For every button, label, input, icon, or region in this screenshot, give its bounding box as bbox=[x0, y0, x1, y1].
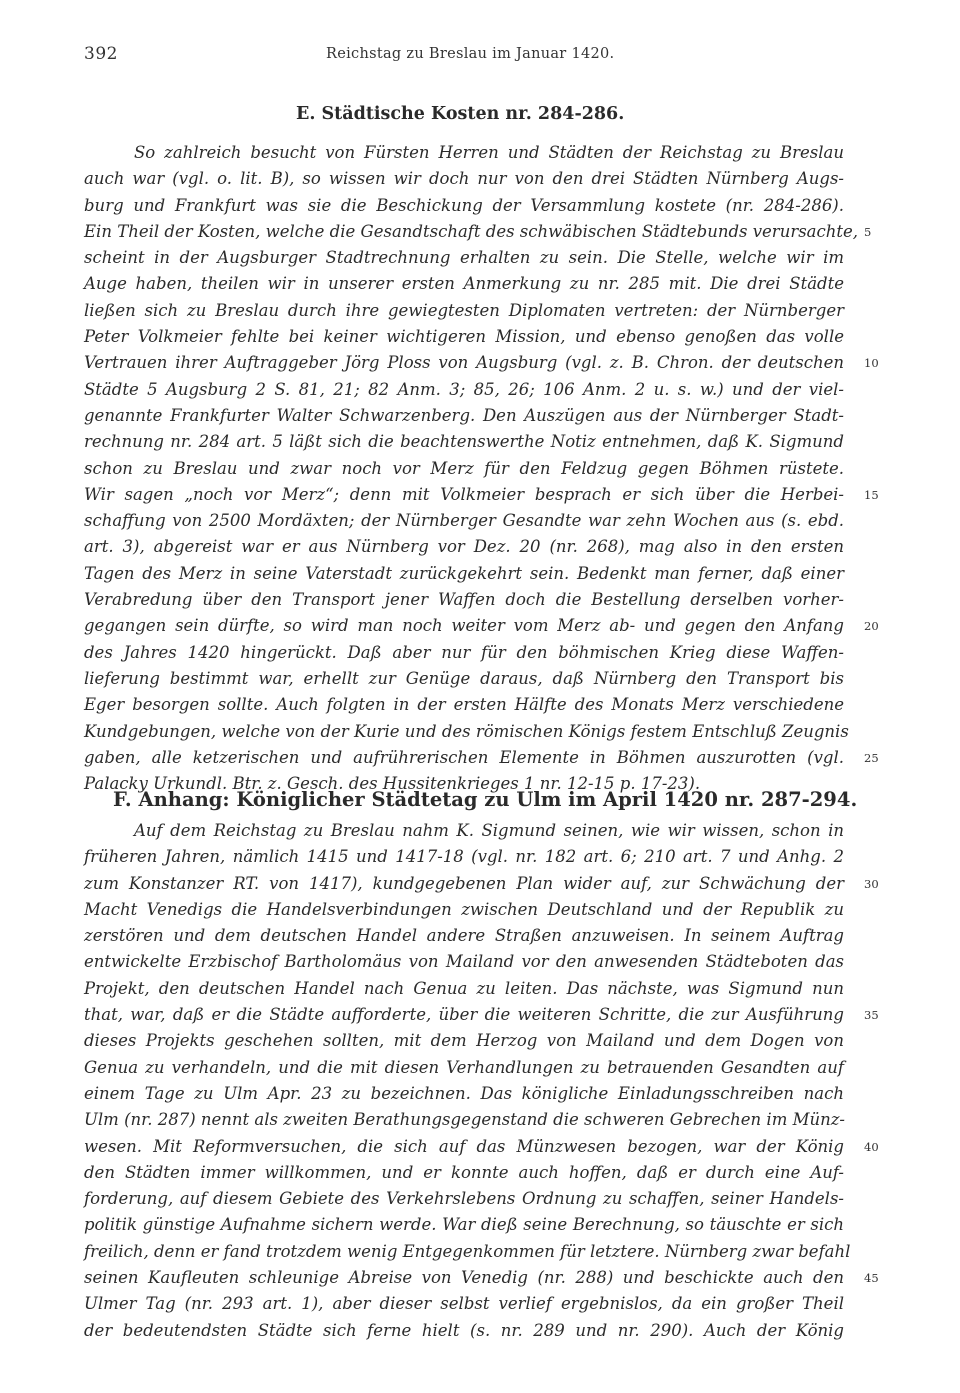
line-text: den Städten immer willkommen, und er konnte auch hoffen, daß er durch eine Auf- bbox=[84, 1162, 844, 1182]
line-text: schon zu Breslau und zwar noch vor Merz für den Feldzug gegen Böhmen rüstete. bbox=[84, 458, 844, 478]
line-text: Ulmer Tag (nr. 293 art. 1), aber dieser selbst verlief ergebnislos, da ein großer Theil bbox=[84, 1294, 844, 1314]
text-line bbox=[84, 482, 879, 508]
text-line bbox=[84, 298, 844, 324]
line-text: that, war, daß er die Städte aufforderte, über die weiteren Schritte, die zur Ausführung bbox=[84, 1005, 844, 1025]
text-line bbox=[84, 818, 844, 844]
text-line bbox=[84, 245, 844, 271]
line-number: 5 bbox=[864, 224, 872, 239]
line-text: Wir sagen „noch vor Merz“; denn mit Volkmeier besprach er sich über die Herbei- bbox=[84, 484, 844, 504]
text-line bbox=[84, 377, 844, 403]
text-line bbox=[84, 949, 844, 975]
line-text: Ulm (nr. 287) nennt als zweiten Berathungsgegenstand die schweren Gebrechen im Münz- bbox=[84, 1110, 845, 1130]
line-text: Macht Venedigs die Handelsverbindungen zwischen Deutschland und der Republik zu bbox=[84, 899, 844, 919]
line-number: 15 bbox=[864, 487, 879, 502]
text-line bbox=[84, 350, 879, 376]
text-line bbox=[84, 219, 872, 245]
page-number: 392 bbox=[84, 44, 118, 64]
line-text: früheren Jahren, nämlich 1415 und 1417-18 (vgl. nr. 182 art. 6; 210 art. 7 und Anhg. 2 bbox=[84, 847, 844, 867]
line-text: rechnung nr. 284 art. 5 läßt sich die beachtenswerthe Notiz entnehmen, daß K. Sigmund bbox=[84, 432, 844, 452]
text-line bbox=[84, 271, 844, 297]
text-line bbox=[84, 193, 844, 219]
text-line bbox=[84, 844, 844, 870]
line-text: schaffung von 2500 Mordäxten; der Nürnberger Gesandte war zehn Wochen aus (s. ebd. bbox=[84, 511, 844, 531]
text-line bbox=[84, 1055, 844, 1081]
text-line bbox=[84, 1291, 844, 1317]
line-text: Peter Volkmeier fehlte bei keiner wichtigeren Mission, und ebenso genoßen das volle bbox=[84, 327, 844, 347]
line-text: Vertrauen ihrer Auftraggeber Jörg Ploss von Augsburg (vgl. z. B. Chron. der deutschen bbox=[84, 353, 844, 373]
line-number: 35 bbox=[864, 1008, 879, 1023]
text-line bbox=[84, 1002, 879, 1028]
line-text: auch war (vgl. o. lit. B), so wissen wir doch nur von den drei Städten Nürnberg Augs- bbox=[84, 169, 844, 189]
text-line bbox=[84, 429, 844, 455]
text-line bbox=[84, 534, 844, 560]
text-line bbox=[84, 1028, 844, 1054]
text-line bbox=[84, 640, 844, 666]
line-text: Verabredung über den Transport jener Waffen doch die Bestellung derselben vorher- bbox=[84, 590, 844, 610]
text-line bbox=[84, 456, 844, 482]
text-line bbox=[84, 1265, 879, 1291]
line-number: 10 bbox=[864, 356, 879, 371]
line-text: Auge haben, theilen wir in unserer ersten Anmerkung zu nr. 285 mit. Die drei Städte bbox=[84, 274, 844, 294]
section-body-f bbox=[84, 818, 879, 1344]
line-text: lieferung bestimmt war, erhellt zur Genüge daraus, daß Nürnberg den Transport bis bbox=[84, 668, 844, 688]
text-line bbox=[84, 587, 844, 613]
line-text: scheint in der Augsburger Stadtrechnung erhalten zu sein. Die Stelle, welche wir im bbox=[84, 248, 844, 268]
line-text: So zahlreich besucht von Fürsten Herren und Städten der Reichstag zu Breslau bbox=[134, 143, 844, 162]
text-line bbox=[84, 1318, 844, 1344]
line-text: entwickelte Erzbischof Bartholomäus von Mailand vor den anwesenden Städteboten das bbox=[84, 952, 844, 972]
text-line bbox=[84, 1081, 844, 1107]
line-text: art. 3), abgereist war er aus Nürnberg vor Dez. 20 (nr. 268), mag also in den ersten bbox=[84, 537, 844, 557]
section-body-e bbox=[84, 140, 879, 797]
line-text: des Jahres 1420 hingerückt. Daß aber nur für den böhmischen Krieg diese Waffen- bbox=[84, 642, 844, 662]
line-number: 40 bbox=[864, 1139, 879, 1154]
line-text: Ein Theil der Kosten, welche die Gesandtschaft des schwäbischen Städtebunds verursachte, bbox=[84, 221, 859, 241]
running-header bbox=[84, 44, 844, 68]
text-line bbox=[84, 1134, 879, 1160]
line-number: 25 bbox=[864, 750, 879, 765]
text-line bbox=[84, 719, 849, 745]
line-text: Projekt, den deutschen Handel nach Genua zu leiten. Das nächste, was Sigmund nun bbox=[84, 978, 844, 998]
running-title: Reichstag zu Breslau im Januar 1420. bbox=[326, 46, 615, 62]
line-text: gegangen sein dürfte, so wird man noch weiter vom Merz ab- und gegen den Anfang bbox=[84, 616, 844, 636]
text-line bbox=[84, 1107, 844, 1133]
line-text: politik günstige Aufnahme sichern werde. War dieß seine Berechnung, so täuschte er sich bbox=[84, 1215, 844, 1235]
line-text: seinen Kaufleuten schleunige Abreise von Venedig (nr. 288) und beschickte auch den bbox=[84, 1268, 844, 1288]
line-text: Tagen des Merz in seine Vaterstadt zurückgekehrt sein. Bedenkt man ferner, daß einer bbox=[84, 563, 844, 583]
text-line bbox=[84, 613, 879, 639]
text-line bbox=[84, 508, 844, 534]
text-line bbox=[84, 166, 844, 192]
line-text: Auf dem Reichstag zu Breslau nahm K. Sigmund seinen, wie wir wissen, schon in bbox=[134, 821, 844, 840]
line-text: zerstören und dem deutschen Handel andere Straßen anzuweisen. In seinem Auftrag bbox=[84, 926, 844, 946]
line-text: ließen sich zu Breslau durch ihre gewiegtesten Diplomaten vertreten: der Nürnberger bbox=[84, 300, 844, 320]
line-text: einem Tage zu Ulm Apr. 23 zu bezeichnen. Das königliche Einladungsschreiben nach bbox=[84, 1083, 844, 1103]
text-line bbox=[84, 745, 879, 771]
text-line bbox=[84, 1212, 844, 1238]
line-text: wesen. Mit Reformversuchen, die sich auf das Münzwesen bezogen, war der König bbox=[84, 1136, 844, 1156]
text-line bbox=[84, 692, 844, 718]
section-title-f: F. Anhang: Königlicher Städtetag zu Ulm im April 1420 nr. 287-294. bbox=[113, 788, 858, 811]
text-line bbox=[84, 923, 844, 949]
line-text: gaben, alle ketzerischen und aufrührerischen Elemente in Böhmen auszurotten (vgl. bbox=[84, 747, 844, 767]
line-text: freilich, denn er fand trotzdem wenig Entgegenkommen für letztere. Nürnberg zwar befahl bbox=[84, 1241, 851, 1261]
text-line bbox=[84, 871, 879, 897]
line-text: Genua zu verhandeln, und die mit diesen Verhandlungen zu betrauenden Gesandten auf bbox=[84, 1057, 844, 1077]
text-line bbox=[84, 1239, 851, 1265]
line-number: 45 bbox=[864, 1271, 879, 1286]
line-number: 20 bbox=[864, 619, 879, 634]
line-number: 30 bbox=[864, 876, 879, 891]
line-text: Palacky Urkundl. Btr. z. Gesch. des Hussitenkrieges 1 nr. 12-15 p. 17-23). bbox=[84, 774, 701, 794]
line-text: Eger besorgen sollte. Auch folgten in der ersten Hälfte des Monats Merz verschiedene bbox=[84, 695, 844, 715]
line-text: dieses Projekts geschehen sollten, mit dem Herzog von Mailand und dem Dogen von bbox=[84, 1031, 844, 1051]
line-text: burg und Frankfurt was sie die Beschickung der Versammlung kostete (nr. 284-286). bbox=[84, 195, 844, 215]
text-line bbox=[84, 403, 844, 429]
text-line bbox=[84, 324, 844, 350]
section-title-e: E. Städtische Kosten nr. 284-286. bbox=[296, 104, 625, 124]
text-line bbox=[84, 976, 844, 1002]
line-text: genannte Frankfurter Walter Schwarzenberg. Den Auszügen aus der Nürnberger Stadt- bbox=[84, 405, 844, 425]
text-line bbox=[84, 897, 844, 923]
line-text: forderung, auf diesem Gebiete des Verkehrslebens Ordnung zu schaffen, seiner Handels- bbox=[84, 1189, 844, 1209]
text-line bbox=[84, 1186, 844, 1212]
line-text: zum Konstanzer RT. von 1417), kundgegebenen Plan wider auf, zur Schwächung der bbox=[84, 873, 844, 893]
text-line bbox=[84, 561, 844, 587]
line-text: Kundgebungen, welche von der Kurie und des römischen Königs festem Entschluß Zeugnis bbox=[84, 721, 849, 741]
line-text: Städte 5 Augsburg 2 S. 81, 21; 82 Anm. 3; 85, 26; 106 Anm. 2 u. s. w.) und der viel- bbox=[84, 379, 844, 399]
text-line bbox=[84, 666, 844, 692]
line-text: der bedeutendsten Städte sich ferne hielt (s. nr. 289 und nr. 290). Auch der König bbox=[84, 1320, 844, 1340]
text-line bbox=[84, 1160, 844, 1186]
text-line bbox=[84, 140, 844, 166]
